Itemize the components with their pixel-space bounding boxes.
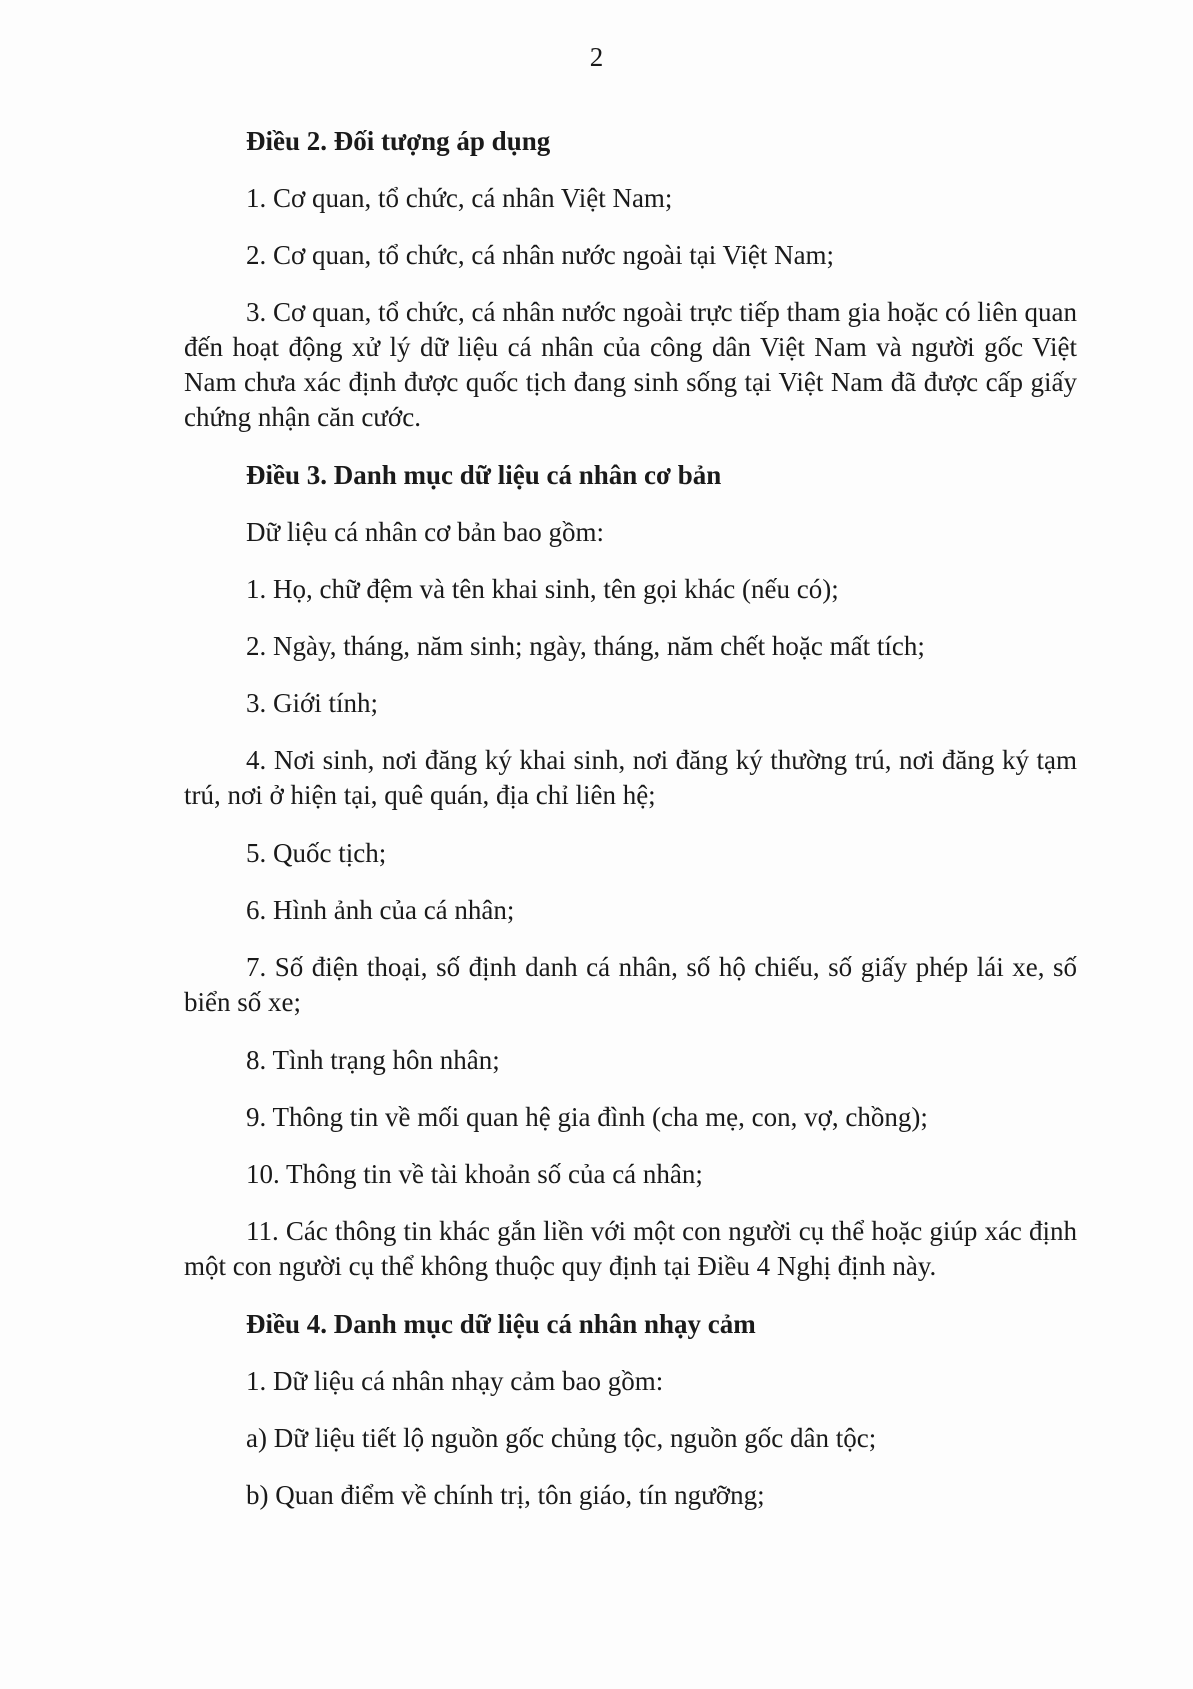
article-4-item-a: a) Dữ liệu tiết lộ nguồn gốc chủng tộc, nguồn gốc dân tộc;: [246, 1423, 877, 1453]
article-3-item-4: 4. Nơi sinh, nơi đăng ký khai sinh, nơi đăng ký thường trú, nơi đăng ký tạm trú, nơi ở hiện tại, quê quán, địa chỉ liên hệ;: [184, 745, 1077, 810]
article-4-clause-1: 1. Dữ liệu cá nhân nhạy cảm bao gồm:: [246, 1366, 664, 1396]
article-3-heading: Điều 3. Danh mục dữ liệu cá nhân cơ bản: [246, 460, 722, 490]
article-3-item-7: 7. Số điện thoại, số định danh cá nhân, số hộ chiếu, số giấy phép lái xe, số biển số xe;: [184, 952, 1077, 1017]
article-3-item-1: 1. Họ, chữ đệm và tên khai sinh, tên gọi khác (nếu có);: [246, 574, 839, 604]
article-4-heading: Điều 4. Danh mục dữ liệu cá nhân nhạy cảm: [246, 1309, 756, 1339]
article-2-heading: Điều 2. Đối tượng áp dụng: [246, 126, 551, 156]
article-3-item-6: 6. Hình ảnh của cá nhân;: [246, 895, 515, 925]
article-2-clause-1: 1. Cơ quan, tổ chức, cá nhân Việt Nam;: [246, 183, 673, 213]
page-number: 2: [589, 42, 604, 72]
article-3-item-10: 10. Thông tin về tài khoản số của cá nhân;: [246, 1159, 703, 1189]
article-3-item-9: 9. Thông tin về mối quan hệ gia đình (cha mẹ, con, vợ, chồng);: [246, 1102, 928, 1132]
document-body: [184, 124, 1077, 1535]
article-2-clause-3: 3. Cơ quan, tổ chức, cá nhân nước ngoài trực tiếp tham gia hoặc có liên quan đến hoạt động xử lý dữ liệu cá nhân của công dân Việt Nam và người gốc Việt Nam chưa xác định được quốc tịch đang sinh sống tại Việt Nam đã được cấp giấy chứng nhận căn cước.: [184, 297, 1077, 432]
article-3-item-5: 5. Quốc tịch;: [246, 838, 387, 868]
article-2-clause-2: 2. Cơ quan, tổ chức, cá nhân nước ngoài tại Việt Nam;: [246, 240, 835, 270]
article-3-item-11: 11. Các thông tin khác gắn liền với một con người cụ thể hoặc giúp xác định một con người cụ thể không thuộc quy định tại Điều 4 Nghị định này.: [184, 1216, 1077, 1281]
article-4-item-b: b) Quan điểm về chính trị, tôn giáo, tín ngưỡng;: [246, 1480, 765, 1510]
article-3-item-2: 2. Ngày, tháng, năm sinh; ngày, tháng, năm chết hoặc mất tích;: [246, 631, 925, 661]
article-3-item-8: 8. Tình trạng hôn nhân;: [246, 1045, 500, 1075]
article-3-intro: Dữ liệu cá nhân cơ bản bao gồm:: [246, 517, 605, 547]
article-3-item-3: 3. Giới tính;: [246, 688, 379, 718]
